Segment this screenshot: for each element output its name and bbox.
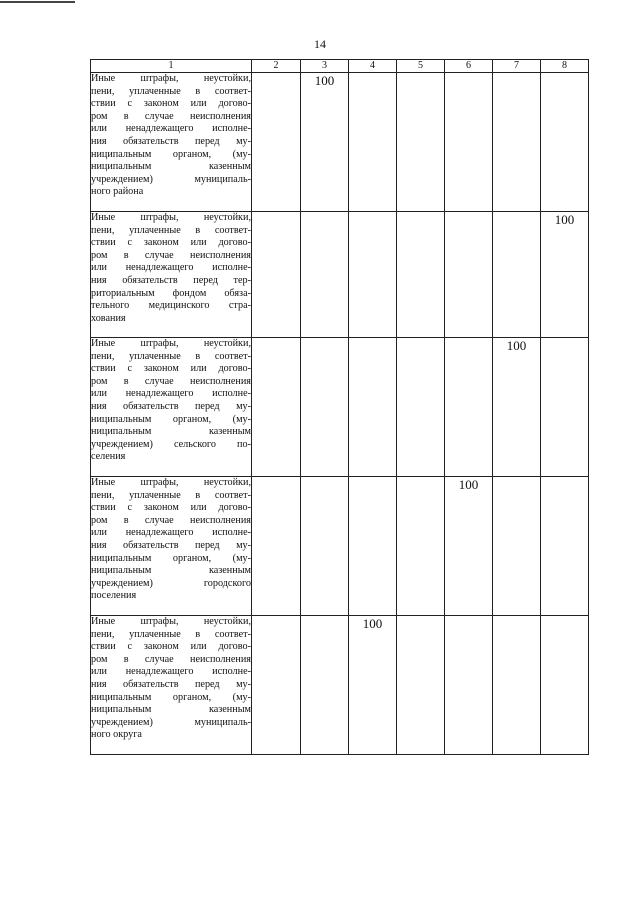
description-line: или ненадлежащего исполне- (91, 666, 251, 678)
value-cell (252, 338, 301, 477)
description-line: ствии с законом или догово- (91, 363, 251, 375)
description-line: ниципальным казенным (91, 161, 251, 173)
description-line: ния обязательств перед му- (91, 400, 251, 412)
description-line: пени, уплаченные в соответ- (91, 85, 251, 97)
description-line: пени, уплаченные в соответ- (91, 350, 251, 362)
value-cell (445, 212, 493, 338)
value-cell (397, 477, 445, 616)
description-line: хования (91, 312, 126, 324)
description-line: ного округа (91, 729, 142, 741)
description-line: ниципальным казенным (91, 704, 251, 716)
table-row (91, 477, 589, 616)
description-line: или ненадлежащего исполне- (91, 123, 251, 135)
row-description (91, 338, 252, 477)
description-line: или ненадлежащего исполне- (91, 527, 251, 539)
column-header: 1 (91, 60, 252, 73)
value-cell (301, 477, 349, 616)
value-cell: 100 (493, 338, 541, 477)
value-cell: 100 (349, 616, 397, 755)
description-line: ния обязательств перед му- (91, 539, 251, 551)
value-cell (397, 338, 445, 477)
penalties-table (90, 59, 589, 755)
description-line: селения (91, 451, 126, 463)
description-line: ром в случае неисполнения (91, 110, 251, 122)
description-line: ного района (91, 186, 144, 198)
column-header: 3 (301, 60, 349, 73)
scan-artifact-line (0, 1, 75, 3)
description-line: Иные штрафы, неустойки, (91, 477, 251, 488)
description-line: учреждением) муниципаль- (91, 173, 251, 185)
value-cell (349, 477, 397, 616)
description-line: ром в случае неисполнения (91, 375, 251, 387)
value-cell (252, 73, 301, 212)
value-cell (541, 338, 589, 477)
table-row (91, 338, 589, 477)
description-line: Иные штрафы, неустойки, (91, 338, 251, 349)
description-line: ниципальным органом, (му- (91, 413, 251, 425)
row-description (91, 73, 252, 212)
value-cell (349, 338, 397, 477)
column-header: 6 (445, 60, 493, 73)
description-line: учреждением) сельского по- (91, 438, 251, 450)
description-line: ром в случае неисполнения (91, 653, 251, 665)
description-line: ствии с законом или догово- (91, 98, 251, 110)
table-row (91, 212, 589, 338)
value-cell (493, 73, 541, 212)
header-row (91, 60, 589, 73)
value-cell (349, 73, 397, 212)
value-cell (493, 212, 541, 338)
description-line: или ненадлежащего исполне- (91, 262, 251, 274)
description-line: Иные штрафы, неустойки, (91, 212, 251, 223)
description-line: Иные штрафы, неустойки, (91, 616, 251, 627)
description-line: ствии с законом или догово- (91, 641, 251, 653)
column-header: 2 (252, 60, 301, 73)
description-line: ствии с законом или догово- (91, 502, 251, 514)
description-line: ром в случае неисполнения (91, 514, 251, 526)
column-header: 7 (493, 60, 541, 73)
value-cell (301, 616, 349, 755)
description-line: ниципальным казенным (91, 426, 251, 438)
description-line: пени, уплаченные в соответ- (91, 489, 251, 501)
column-header: 8 (541, 60, 589, 73)
description-line: пени, уплаченные в соответ- (91, 628, 251, 640)
description-line: тельного медицинского стра- (91, 300, 251, 312)
value-cell (252, 616, 301, 755)
description-line: ствии с законом или догово- (91, 237, 251, 249)
value-cell (397, 616, 445, 755)
value-cell (301, 338, 349, 477)
value-cell (445, 338, 493, 477)
value-cell: 100 (541, 212, 589, 338)
value-cell (541, 616, 589, 755)
description-line: ния обязательств перед тер- (91, 274, 251, 286)
description-line: ния обязательств перед му- (91, 135, 251, 147)
value-cell (445, 616, 493, 755)
row-description (91, 616, 252, 755)
description-line: риториальным фондом обяза- (91, 287, 251, 299)
value-cell (445, 73, 493, 212)
value-cell (397, 212, 445, 338)
description-line: ния обязательств перед му- (91, 678, 251, 690)
table-row (91, 73, 589, 212)
row-description (91, 477, 252, 616)
description-line: ниципальным казенным (91, 565, 251, 577)
column-header: 5 (397, 60, 445, 73)
description-line: поселения (91, 590, 137, 602)
description-line: учреждением) городского (91, 577, 251, 589)
value-cell: 100 (301, 73, 349, 212)
value-cell (252, 477, 301, 616)
description-line: пени, уплаченные в соответ- (91, 224, 251, 236)
value-cell (541, 477, 589, 616)
description-line: или ненадлежащего исполне- (91, 388, 251, 400)
value-cell (349, 212, 397, 338)
value-cell: 100 (445, 477, 493, 616)
description-line: учреждением) муниципаль- (91, 716, 251, 728)
value-cell (252, 212, 301, 338)
table-row (91, 616, 589, 755)
value-cell (493, 616, 541, 755)
value-cell (301, 212, 349, 338)
value-cell (541, 73, 589, 212)
value-cell (397, 73, 445, 212)
description-line: ниципальным органом, (му- (91, 148, 251, 160)
description-line: ром в случае неисполнения (91, 249, 251, 261)
description-line: ниципальным органом, (му- (91, 691, 251, 703)
description-line: Иные штрафы, неустойки, (91, 73, 251, 84)
row-description (91, 212, 252, 338)
value-cell (493, 477, 541, 616)
description-line: ниципальным органом, (му- (91, 552, 251, 564)
page-number: 14 (314, 37, 326, 51)
column-header: 4 (349, 60, 397, 73)
